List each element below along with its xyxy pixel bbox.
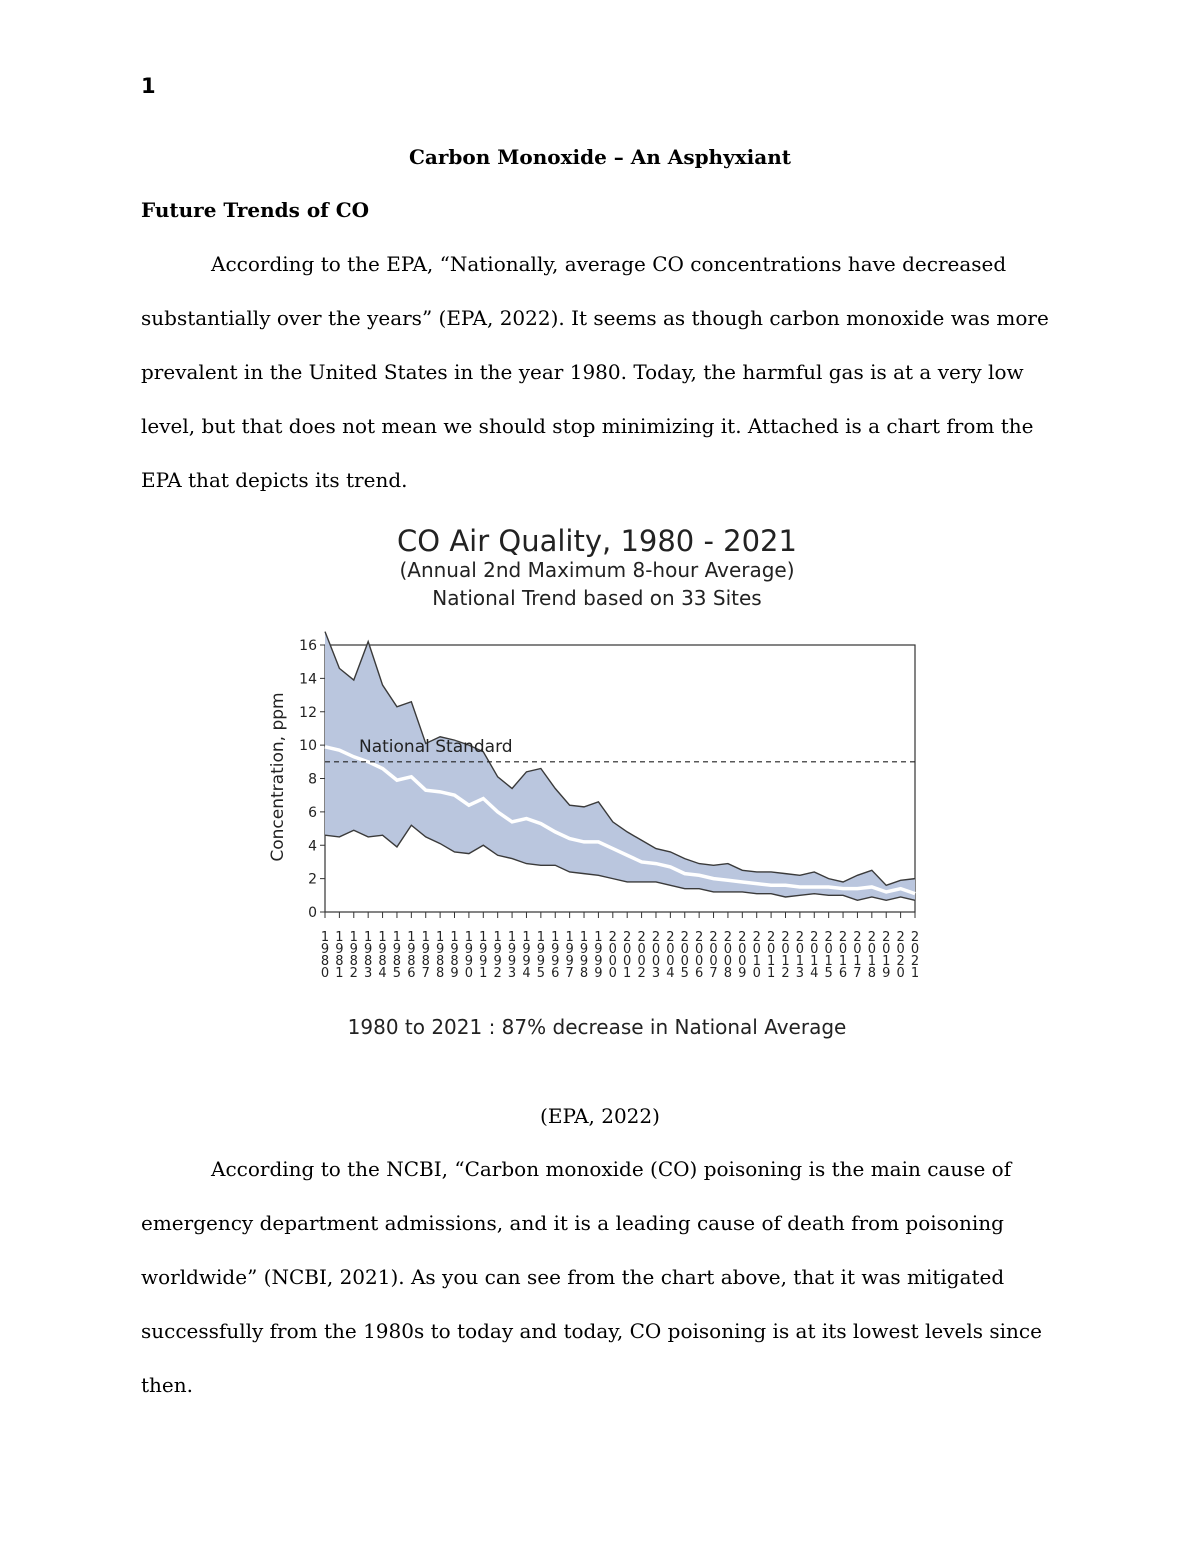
x-tick-label: 2 0 0 0 bbox=[608, 930, 617, 981]
page-number: 1 bbox=[141, 74, 156, 98]
x-tick-label: 2 0 0 6 bbox=[695, 930, 704, 981]
y-tick-label: 10 bbox=[299, 738, 317, 755]
x-tick-label: 2 0 1 4 bbox=[810, 930, 819, 981]
x-tick-label: 2 0 0 5 bbox=[680, 930, 689, 981]
x-tick-label: 2 0 1 1 bbox=[766, 930, 776, 981]
figure-citation: (EPA, 2022) bbox=[540, 1104, 660, 1128]
national-standard-label: National Standard bbox=[359, 736, 513, 757]
x-tick-label: 2 0 0 1 bbox=[623, 930, 632, 981]
x-tick-label: 1 9 8 6 bbox=[407, 930, 416, 981]
chart-title: CO Air Quality, 1980 - 2021 bbox=[397, 524, 797, 558]
x-tick-label: 1 9 8 4 bbox=[378, 930, 387, 981]
x-tick-label: 2 0 0 9 bbox=[738, 930, 747, 981]
x-tick-label: 1 9 8 0 bbox=[320, 930, 330, 981]
chart-subtitle-1: (Annual 2nd Maximum 8-hour Average) bbox=[399, 558, 795, 582]
y-tick-label: 14 bbox=[299, 671, 317, 688]
x-tick-label: 2 0 1 2 bbox=[781, 930, 790, 981]
y-tick-label: 6 bbox=[308, 804, 317, 821]
paragraph-ncbi bbox=[141, 1142, 1071, 1412]
x-tick-label: 1 9 9 1 bbox=[479, 930, 488, 981]
x-tick-label: 2 0 1 5 bbox=[824, 930, 833, 981]
x-tick-label: 2 0 1 6 bbox=[838, 930, 848, 981]
x-tick-label: 2 0 0 7 bbox=[709, 930, 718, 981]
x-tick-label: 1 9 9 8 bbox=[579, 930, 589, 981]
x-tick-label: 2 0 2 0 bbox=[896, 930, 905, 981]
y-tick-label: 16 bbox=[299, 638, 317, 654]
x-tick-label: 1 9 8 1 bbox=[335, 930, 344, 981]
section-heading: Future Trends of CO bbox=[141, 198, 370, 222]
x-tick-label: 2 0 1 9 bbox=[882, 930, 891, 981]
paragraph-ncbi-text: According to the NCBI, “Carbon monoxide (CO) poisoning is the main cause of emergency department admissions, and it is a leading cause of death from poisoning worldwide” (NCBI, 2021). As you can see from the chart above, that it was mitigated successfully from the 1980s to today and today, CO poisoning is at its lowest levels since then. bbox=[141, 1157, 1042, 1397]
x-tick-label: 2 0 0 2 bbox=[637, 930, 646, 981]
x-tick-label: 2 0 0 3 bbox=[651, 930, 661, 981]
y-tick-label: 8 bbox=[308, 771, 317, 788]
x-tick-label: 2 0 0 4 bbox=[666, 930, 675, 981]
x-tick-label: 2 0 1 0 bbox=[752, 930, 761, 981]
chart-annotation: 1980 to 2021 : 87% decrease in National Average bbox=[347, 1015, 847, 1039]
plot-area bbox=[299, 632, 919, 981]
x-tick-label: 1 9 9 0 bbox=[464, 930, 474, 981]
co-air-quality-chart bbox=[250, 515, 950, 1045]
y-axis-label: Concentration, ppm bbox=[268, 692, 288, 862]
x-tick-label: 1 9 9 3 bbox=[507, 930, 517, 981]
x-tick-label: 2 0 1 3 bbox=[795, 930, 805, 981]
x-tick-label: 2 0 0 8 bbox=[723, 930, 733, 981]
paragraph-epa-text: According to the EPA, “Nationally, average CO concentrations have decreased substantially over the years” (EPA, 2022). It seems as though carbon monoxide was more prevalent in the United States in the year 1980. Today, the harmful gas is at a very low level, but that does not mean we should stop minimizing it. Attached is a chart from the EPA that depicts its trend. bbox=[141, 252, 1049, 492]
x-tick-label: 1 9 8 9 bbox=[450, 930, 459, 981]
document-title: Carbon Monoxide – An Asphyxiant bbox=[409, 145, 791, 169]
x-tick-label: 1 9 9 9 bbox=[594, 930, 603, 981]
x-tick-label: 1 9 8 7 bbox=[421, 930, 430, 981]
paragraph-epa bbox=[141, 237, 1071, 507]
x-tick-label: 1 9 9 6 bbox=[551, 930, 560, 981]
x-tick-label: 1 9 8 8 bbox=[435, 930, 445, 981]
x-tick-label: 2 0 1 7 bbox=[853, 930, 862, 981]
x-tick-label: 1 9 9 5 bbox=[536, 930, 545, 981]
x-tick-label: 1 9 9 4 bbox=[522, 930, 531, 981]
x-tick-label: 2 0 1 8 bbox=[867, 930, 876, 981]
y-tick-label: 0 bbox=[308, 905, 317, 921]
x-tick-label: 1 9 9 2 bbox=[493, 930, 502, 981]
x-tick-label: 1 9 8 5 bbox=[392, 930, 402, 981]
y-tick-label: 2 bbox=[308, 871, 317, 888]
y-tick-label: 12 bbox=[299, 704, 317, 721]
x-tick-label: 1 9 9 7 bbox=[565, 930, 574, 981]
percentile-band bbox=[325, 632, 915, 901]
x-tick-label: 1 9 8 3 bbox=[364, 930, 373, 981]
x-tick-label: 1 9 8 2 bbox=[349, 930, 358, 981]
y-tick-label: 4 bbox=[308, 838, 317, 855]
x-tick-label: 2 0 2 1 bbox=[910, 930, 920, 981]
chart-subtitle-2: National Trend based on 33 Sites bbox=[432, 586, 762, 610]
